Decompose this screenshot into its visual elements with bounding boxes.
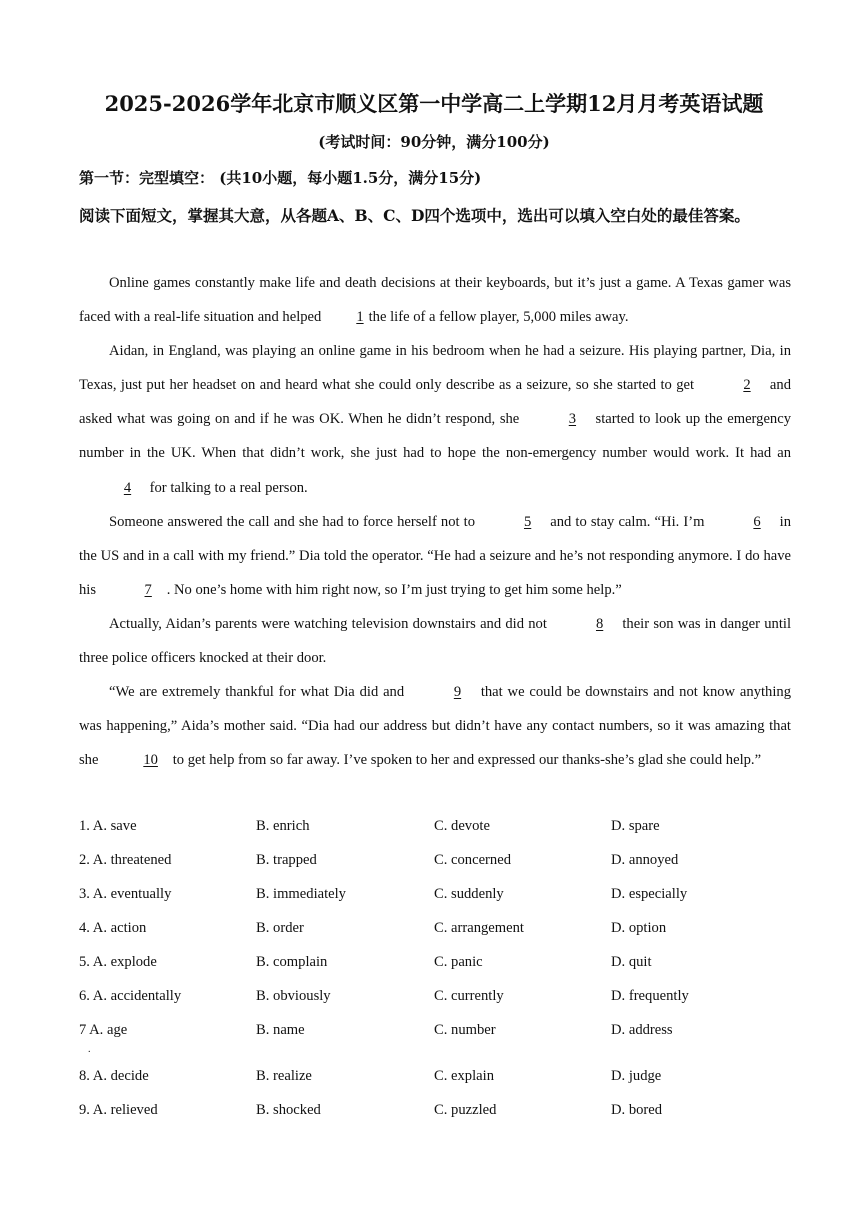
option-c: C. number — [434, 1022, 496, 1038]
passage-text: in the US and in a call with my friend.” Dia told the operator. “He had a seizure and he’s not responding anymore. I do have his — [79, 513, 791, 598]
passage-text: started to look up the emergency number in the UK. When that didn’t work, she just had to hope the non-emergency number would work. It had an — [79, 411, 792, 462]
passage-text: and to stay calm. “Hi. I’m — [546, 513, 709, 530]
passage-text: Actually, Aidan’s parents were watching television downstairs and did not — [109, 615, 552, 632]
option-a: 5. A. explode — [79, 954, 157, 970]
blank-5: 5 — [523, 513, 532, 530]
answer-options — [79, 812, 791, 1130]
blank-10: 10 — [143, 752, 158, 769]
passage-text: Someone answered the call and she had to force herself not to — [109, 513, 480, 530]
option-row — [79, 880, 791, 914]
option-a: 7 A. age — [79, 1022, 128, 1038]
option-row — [79, 1062, 791, 1096]
option-c: C. puzzled — [434, 1102, 497, 1118]
passage-paragraph-4 — [79, 607, 791, 675]
blank-6: 6 — [753, 513, 761, 530]
passage-paragraph-3 — [79, 505, 791, 607]
blank-8: 8 — [595, 615, 604, 632]
option-a: 8. A. decide — [79, 1068, 149, 1084]
option-a: 1. A. save — [79, 818, 137, 834]
option-a: 6. A. accidentally — [79, 988, 182, 1004]
blank-3: 3 — [568, 411, 577, 428]
blank-4: 4 — [123, 479, 132, 496]
option-c: C. arrangement — [434, 920, 524, 936]
blank-9: 9 — [453, 684, 462, 701]
option-b: B. order — [256, 920, 304, 936]
passage-text: their son was in danger until three police officers knocked at their door. — [79, 615, 791, 667]
option-d: D. especially — [611, 886, 688, 902]
option-a: 4. A. action — [79, 920, 147, 936]
exam-subtitle: (考试时间：90分钟，满分100分) — [318, 133, 550, 151]
option-c: C. concerned — [434, 852, 511, 868]
option-row — [79, 914, 791, 948]
option-row — [79, 846, 791, 880]
option-b: B. obviously — [256, 988, 331, 1004]
option-a: 3. A. eventually — [79, 886, 172, 902]
option-c: C. devote — [434, 818, 490, 834]
option-row — [79, 1016, 791, 1062]
passage-text: “We are extremely thankful for what Dia did and — [109, 684, 409, 701]
passage-text: Online games constantly make life and death decisions at their keyboards, but it’s just a game. A Texas gamer was faced with a real-life situation and helped — [79, 275, 791, 326]
passage-text: that we could be downstairs and not know anything was happening,” Aida’s mother said. “Dia had our address but didn’t have any contact numbers, so it was amazing that she — [79, 684, 791, 769]
passage-paragraph-5 — [79, 675, 791, 777]
option-b: B. complain — [256, 954, 328, 970]
option-b: B. realize — [256, 1068, 312, 1084]
option-c: C. currently — [434, 988, 504, 1004]
option-d: D. quit — [611, 954, 652, 970]
option-b: B. immediately — [256, 886, 346, 902]
option-row — [79, 948, 791, 982]
passage-paragraph-1 — [79, 266, 791, 334]
option-d: D. frequently — [611, 988, 689, 1004]
page-title: 2025-2026学年北京市顺义区第一中学高二上学期12月月考英语试题 — [104, 91, 764, 116]
section-instruction: 阅读下面短文，掌握其大意，从各题A、B、C、D四个选项中，选出可以填入空白处的最佳答案。 — [79, 206, 750, 225]
option-a: 9. A. relieved — [79, 1102, 158, 1118]
cloze-passage — [79, 266, 791, 777]
passage-text: and asked what was going on and if he was OK. When he didn’t respond, she — [79, 377, 791, 428]
option-c: C. explain — [434, 1068, 494, 1084]
passage-text: the life of a fellow player, 5,000 miles away. — [364, 309, 629, 326]
option-d: D. judge — [611, 1068, 662, 1084]
blank-1: 1 — [356, 309, 364, 326]
option-row — [79, 1096, 791, 1130]
option-d: D. spare — [611, 818, 660, 834]
blank-7: 7 — [144, 581, 152, 598]
option-b: B. name — [256, 1022, 305, 1038]
passage-text: . No one’s home with him right now, so I’m just trying to get him some help.” — [166, 581, 622, 598]
passage-paragraph-2 — [79, 334, 791, 504]
stray-mark: . — [88, 1044, 91, 1055]
passage-text: to get help from so far away. I’ve spoken to her and expressed our thanks-she’s glad she could help.” — [169, 752, 762, 769]
section-heading: 第一节：完型填空： (共10小题，每小题1.5分，满分15分) — [79, 169, 482, 187]
option-c: C. suddenly — [434, 886, 504, 902]
option-row — [79, 982, 791, 1016]
option-c: C. panic — [434, 954, 483, 970]
option-b: B. trapped — [256, 852, 317, 868]
option-d: D. address — [611, 1022, 673, 1038]
option-b: B. enrich — [256, 818, 310, 834]
option-a: 2. A. threatened — [79, 852, 172, 868]
option-row — [79, 812, 791, 846]
option-d: D. bored — [611, 1102, 663, 1118]
option-d: D. option — [611, 920, 667, 936]
blank-2: 2 — [743, 377, 751, 394]
passage-text: Aidan, in England, was playing an online game in his bedroom when he had a seizure. His playing partner, Dia, in Texas, just put her headset on and heard what she could only describe as a seizure, so she started to get — [79, 343, 791, 394]
option-d: D. annoyed — [611, 852, 679, 868]
passage-text: for talking to a real person. — [146, 479, 308, 496]
option-b: B. shocked — [256, 1102, 321, 1118]
